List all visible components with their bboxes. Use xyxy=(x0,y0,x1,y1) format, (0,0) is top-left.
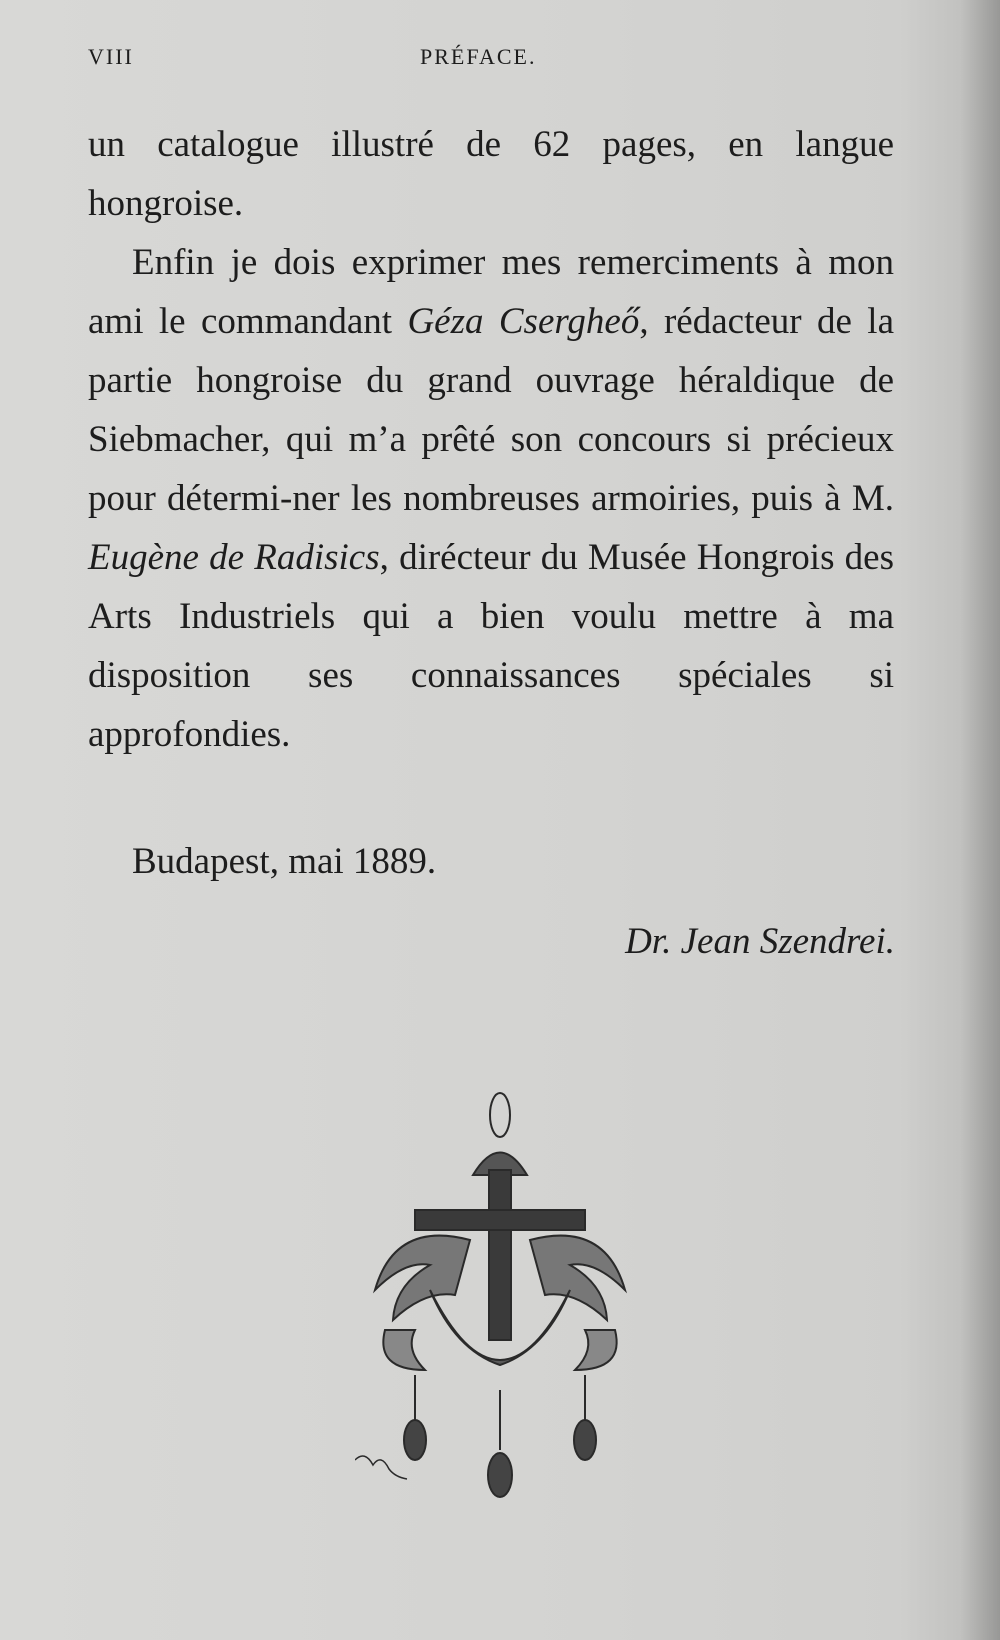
pendant-drop-left xyxy=(404,1420,426,1460)
running-head xyxy=(88,44,888,74)
paragraph-2-part-a: Enfin je dois exprimer mes remerciments à mon ami le commandant xyxy=(88,242,894,342)
pendant-drop-right xyxy=(574,1420,596,1460)
pendant-cross-horizontal xyxy=(415,1210,585,1230)
page-number: VIII xyxy=(88,44,134,69)
pendant-drop-center xyxy=(488,1453,512,1497)
running-title: PRÉFACE. xyxy=(420,44,537,69)
pendant-wing-left xyxy=(375,1236,470,1320)
name-geza-csergheo: Géza Csergheő xyxy=(407,301,640,342)
paragraph-2-part-c: , dirécteur du Musée Hongrois des Arts Industriels qui a bien voulu mettre à ma disposition ses connaissances spéciales si approfondies. xyxy=(88,537,895,755)
signature: Dr. Jean Szendrei. xyxy=(625,921,895,962)
name-eugene-de-radisics: Eugène de Radisics xyxy=(88,537,380,578)
pendant-cross-vertical xyxy=(489,1170,511,1340)
pendant-illustration xyxy=(355,1090,645,1530)
dateline: Budapest, mai 1889. xyxy=(132,841,437,882)
page-edge-shadow xyxy=(960,0,1000,1640)
body-text xyxy=(88,115,894,764)
pendant-scroll-right xyxy=(575,1330,617,1370)
artist-mark xyxy=(355,1456,407,1479)
paragraph-2-part-b: , rédacteur de la partie hongroise du grand ouvrage héraldique de Siebmacher, qui m’a prêté son concours si précieux pour détermi-ner les nombreuses armoiries, puis à M. xyxy=(88,301,894,519)
paragraph-1: un catalogue illustré de 62 pages, en langue hongroise. xyxy=(88,124,894,224)
pendant-wing-right xyxy=(530,1236,625,1320)
pendant-scroll-left xyxy=(383,1330,425,1370)
pendant-bail xyxy=(490,1093,510,1137)
paragraph-2 xyxy=(88,233,894,764)
